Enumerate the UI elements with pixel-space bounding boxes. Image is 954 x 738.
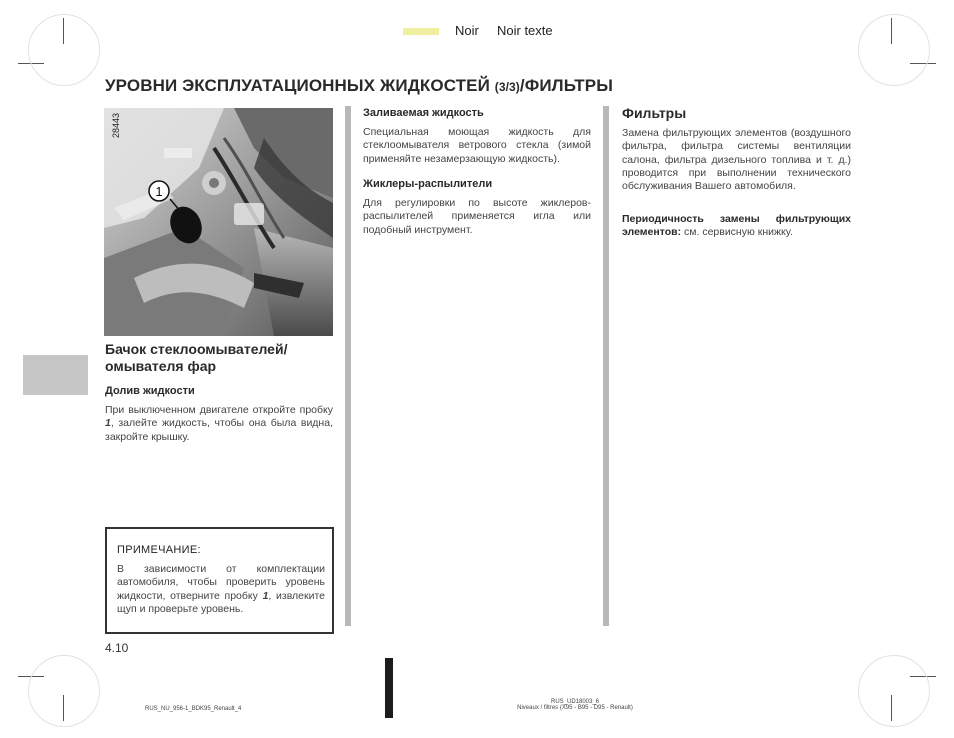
note-body-post: , извлеките щуп и проверьте уровень.	[117, 589, 325, 615]
note-title: ПРИМЕЧАНИЕ:	[117, 544, 201, 556]
column-divider	[345, 106, 351, 626]
footer-right-line1: RUS_UD18003_6	[550, 699, 600, 705]
right-heading: Фильтры	[622, 105, 687, 121]
footer-right-line2: Niveaux / filtres (X95 - B95 - D95 - Renault)	[517, 705, 633, 711]
note-body-pre: В зависимости от комплектации автомобиля, чтобы проверить уровень жидкости, отверните пробку	[117, 563, 325, 602]
middle-sub2: Жиклеры-распылители	[363, 178, 493, 190]
section-tab	[23, 355, 88, 395]
note-body	[117, 563, 325, 616]
middle-body2: Для регулировки по высоте жиклеров-распылителей применяется игла или подобный инструмент.	[363, 197, 591, 236]
title-main: УРОВНИ ЭКСПЛУАТАЦИОННЫХ ЖИДКОСТЕЙ	[105, 76, 495, 95]
left-heading-line1: Бачок стеклоомывателей/	[105, 341, 288, 357]
page-title	[105, 76, 613, 96]
registration-circle	[28, 14, 100, 86]
left-body-pre: При выключенном двигателе откройте пробку	[105, 404, 333, 416]
photo-code: 28443	[111, 112, 121, 138]
registration-circle	[858, 655, 930, 727]
column-divider	[603, 106, 609, 626]
callout-number: 1	[155, 184, 163, 199]
left-body-post: , залейте жидкость, чтобы она была видна, закройте крышку.	[105, 417, 333, 443]
color-label-noir: Noir	[455, 23, 479, 38]
note-body-ref: 1	[262, 589, 269, 602]
footer-left: RUS_NU_956-1_BDK95_Renault_4	[145, 706, 242, 712]
right-body2-rest: см. сервисную книжку.	[681, 226, 793, 239]
right-body1: Замена фильтрующих элементов (воздушного фильтра, фильтра системы вентиляции салона, фильтра дизельного топлива и т. д.) проводится при выполнении технического обслуживания Вашего автомобиля.	[622, 127, 851, 193]
middle-sub1: Заливаемая жидкость	[363, 107, 484, 119]
color-swatch	[403, 28, 439, 35]
left-heading	[105, 341, 335, 375]
note-box	[105, 527, 334, 634]
middle-body1: Специальная моющая жидкость для стеклоомывателя ветрового стекла (зимой применяйте незамерзающую жидкость).	[363, 126, 591, 165]
title-fraction: (3/3)	[494, 80, 520, 94]
registration-circle	[858, 14, 930, 86]
left-heading-line2: омывателя фар	[105, 358, 217, 374]
footer-right	[505, 699, 645, 711]
right-body2	[622, 213, 851, 240]
engine-photo	[104, 108, 333, 336]
engine-illustration	[104, 108, 333, 336]
right-body2-bold: Периодичность замены фильтрующих элементов:	[622, 213, 851, 239]
title-rest: /ФИЛЬТРЫ	[519, 76, 613, 95]
left-subheading: Долив жидкости	[105, 385, 195, 397]
page-number: 4.10	[105, 641, 129, 655]
registration-circle	[28, 655, 100, 727]
left-body-ref: 1	[105, 417, 111, 430]
binding-bar	[385, 658, 393, 718]
left-body	[105, 404, 333, 444]
color-label-noir-texte: Noir texte	[497, 23, 553, 38]
